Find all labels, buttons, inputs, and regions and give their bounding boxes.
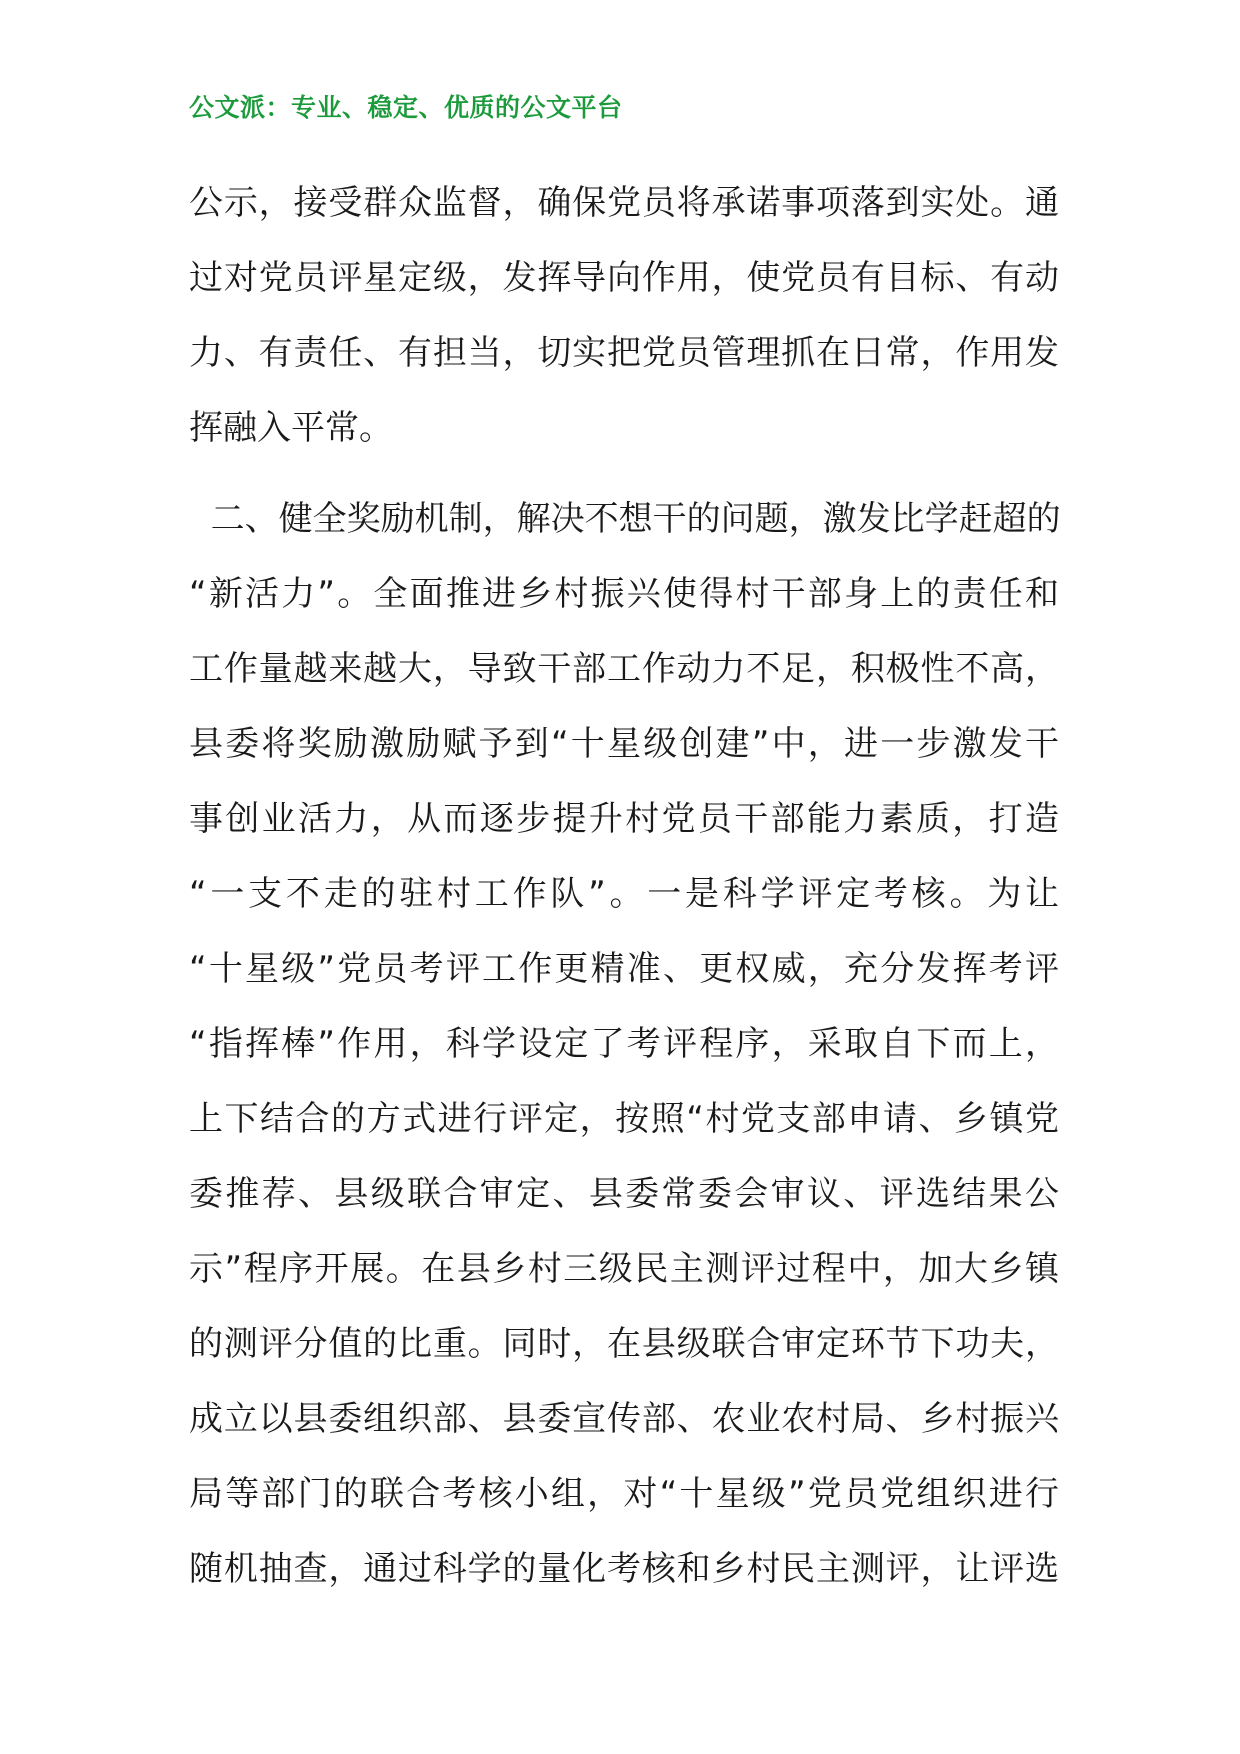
- text-line: 局等部门的联合考核小组，对“十星级”党员党组织进行: [189, 1474, 1059, 1514]
- text-line: 成立以县委组织部、县委宣传部、农业农村局、乡村振兴: [189, 1399, 1059, 1439]
- site-header-title: 公文派：专业、稳定、优质的公文平台: [189, 93, 623, 122]
- paragraph-spacer: [189, 466, 1059, 482]
- text-line: 县委将奖励激励赋予到“十星级创建”中，进一步激发干: [189, 724, 1059, 764]
- text-line: 随机抽查，通过科学的量化考核和乡村民主测评，让评选: [189, 1549, 1059, 1589]
- text-line: 示”程序开展。在县乡村三级民主测评过程中，加大乡镇: [189, 1249, 1059, 1289]
- text-line: 工作量越来越大，导致干部工作动力不足，积极性不高，: [189, 649, 1059, 689]
- text-line: 力、有责任、有担当，切实把党员管理抓在日常，作用发: [189, 333, 1059, 373]
- text-line: 的测评分值的比重。同时，在县级联合审定环节下功夫，: [189, 1324, 1059, 1364]
- text-line: 上下结合的方式进行评定，按照“村党支部申请、乡镇党: [189, 1099, 1059, 1139]
- text-line: “指挥棒”作用，科学设定了考评程序，采取自下而上，: [189, 1024, 1059, 1064]
- paragraph-1: [189, 166, 1059, 466]
- text-line: 委推荐、县级联合审定、县委常委会审议、评选结果公: [189, 1174, 1059, 1214]
- text-line: 挥融入平常。: [189, 408, 393, 448]
- text-line: 二、健全奖励机制，解决不想干的问题，激发比学赶超的: [189, 499, 1061, 539]
- text-line: 过对党员评星定级，发挥导向作用，使党员有目标、有动: [189, 258, 1059, 298]
- text-line: “一支不走的驻村工作队”。一是科学评定考核。为让: [189, 874, 1059, 914]
- text-line: 事创业活力，从而逐步提升村党员干部能力素质，打造: [189, 799, 1059, 839]
- text-line: “新活力”。全面推进乡村振兴使得村干部身上的责任和: [189, 574, 1059, 614]
- text-line: “十星级”党员考评工作更精准、更权威，充分发挥考评: [189, 949, 1059, 989]
- paragraph-2: [189, 482, 1059, 1607]
- document-body: [189, 166, 1059, 1607]
- text-line: 公示，接受群众监督，确保党员将承诺事项落到实处。通: [189, 183, 1059, 223]
